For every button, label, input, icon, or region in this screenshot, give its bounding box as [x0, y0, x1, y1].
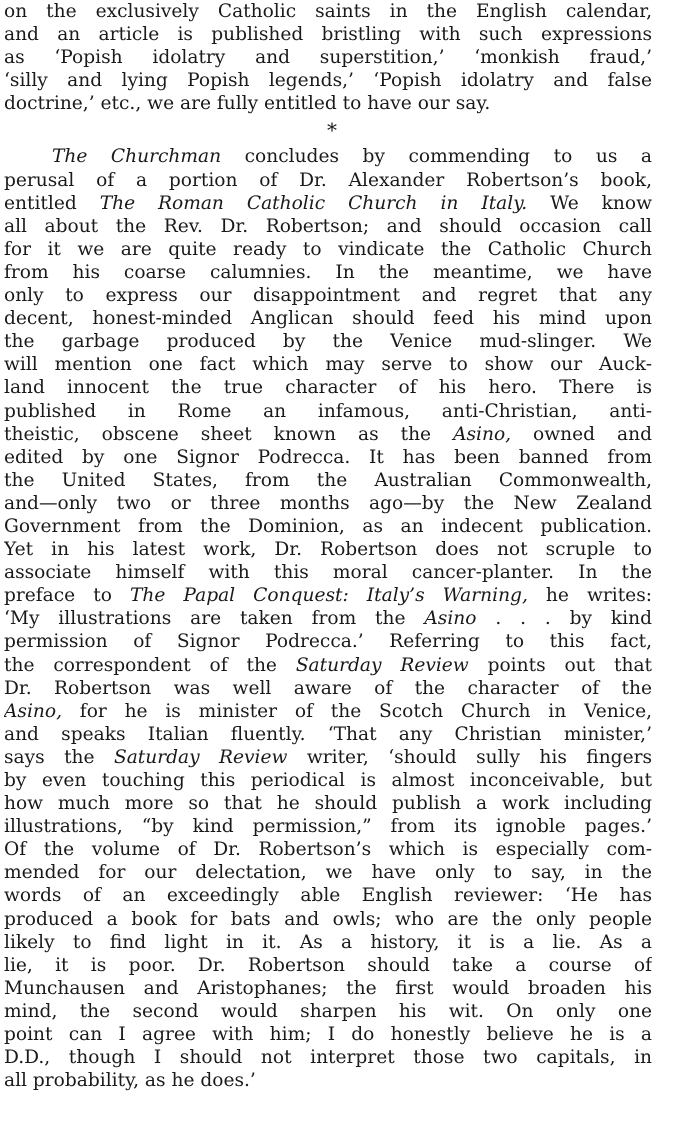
text-line: preface to The Papal Conquest: Italy’s Warning, he writes:	[4, 585, 652, 607]
publication-title: Asino	[424, 608, 477, 630]
publication-title: Asino,	[4, 700, 62, 722]
text-line: the correspondent of the Saturday Review points out that	[4, 654, 652, 676]
text-line: perusal of a portion of Dr. Alexander Robertson’s book,	[4, 169, 652, 191]
text-line: the garbage produced by the Venice mud-slinger. We	[4, 331, 652, 353]
text-line: Government from the Dominion, as an indecent publication.	[4, 515, 652, 537]
text-line: as ‘Popish idolatry and superstition,’ ‘monkish fraud,’	[4, 47, 652, 69]
text-line: and speaks Italian fluently. ‘That any Christian minister,’	[4, 723, 652, 745]
text-line: likely to find light in it. As a history, it is a lie. As a	[4, 931, 652, 953]
text-line: point can I agree with him; I do honestly believe he is a	[4, 1024, 652, 1046]
text-line: Of the volume of Dr. Robertson’s which is especially com-	[4, 839, 652, 861]
publication-title: Asino,	[453, 423, 512, 445]
text-line: says the Saturday Review writer, ‘should sully his fingers	[4, 746, 652, 768]
book-title: The Roman Catholic Church in Italy.	[99, 192, 528, 214]
text-line: published in Rome an infamous, anti-Christian, anti-	[4, 400, 652, 422]
publication-title: Saturday Review	[113, 746, 288, 768]
text-line: only to express our disappointment and regret that any	[4, 285, 652, 307]
paragraph-1	[4, 0, 652, 115]
text-line: doctrine,’ etc., we are fully entitled to have our say.	[4, 93, 491, 115]
text-line: Asino, for he is minister of the Scotch Church in Venice,	[4, 700, 652, 722]
text-line: produced a book for bats and owls; who are the only people	[4, 908, 652, 930]
text-line: ‘silly and lying Popish legends,’ ‘Popish idolatry and false	[4, 70, 652, 92]
text-line: associate himself with this moral cancer-planter. In the	[4, 562, 652, 584]
text-line: all probability, as he does.’	[4, 1070, 256, 1092]
text-line: for it we are quite ready to vindicate the Catholic Church	[4, 238, 652, 260]
text-line: on the exclusively Catholic saints in the English calendar,	[4, 1, 652, 22]
text-line: and—only two or three months ago—by the New Zealand	[4, 492, 652, 514]
text-line: words of an exceedingly able English reviewer: ‘He has	[4, 885, 652, 907]
text-line: land innocent the true character of his hero. There is	[4, 377, 652, 399]
text-line: Dr. Robertson was well aware of the character of the	[4, 677, 652, 699]
text-line: will mention one fact which may serve to show our Auck-	[4, 354, 652, 376]
text-line: edited by one Signor Podrecca. It has been banned from	[4, 446, 652, 468]
text-line: by even touching this periodical is almost inconceivable, but	[4, 770, 652, 791]
publication-title: Saturday Review	[295, 654, 469, 676]
text-line: ‘My illustrations are taken from the Asino . . . by kind	[4, 608, 652, 630]
text-line: and an article is published bristling with such expressions	[4, 24, 652, 46]
text-line: mind, the second would sharpen his wit. On only one	[4, 1000, 652, 1022]
text-line: from his coarse calumnies. In the meantime, we have	[4, 261, 652, 283]
text-line: theistic, obscene sheet known as the Asino, owned and	[4, 423, 652, 445]
book-title: The Papal Conquest: Italy’s Warning,	[129, 585, 528, 607]
text-line: mended for our delectation, we have only to say, in the	[4, 862, 652, 884]
text-line: how much more so that he should publish a work including	[4, 793, 652, 815]
text-line: Yet in his latest work, Dr. Robertson does not scruple to	[4, 539, 652, 561]
text-line: all about the Rev. Dr. Robertson; and should occasion call	[4, 215, 652, 237]
text-line: Munchausen and Aristophanes; the first would broaden his	[4, 977, 652, 999]
text-line: illustrations, “by kind permission,” from its ignoble pages.’	[4, 816, 652, 838]
text-line: decent, honest-minded Anglican should feed his mind upon	[4, 308, 652, 330]
text-line: The Churchman concludes by commending to us a	[52, 146, 652, 168]
text-line: entitled The Roman Catholic Church in Italy. We know	[4, 192, 652, 214]
text-line: D.D., though I should not interpret those two capitals, in	[4, 1047, 652, 1069]
text-line: the United States, from the Australian Commonwealth,	[4, 469, 652, 491]
newspaper-column	[4, 0, 652, 1092]
paragraph-2	[4, 145, 652, 1092]
asterisk-separator: *	[327, 118, 337, 143]
publication-title: The Churchman	[52, 146, 222, 168]
text-line: lie, it is poor. Dr. Robertson should take a course of	[4, 954, 652, 976]
text-line: permission of Signor Podrecca.’ Referring to this fact,	[4, 631, 652, 653]
